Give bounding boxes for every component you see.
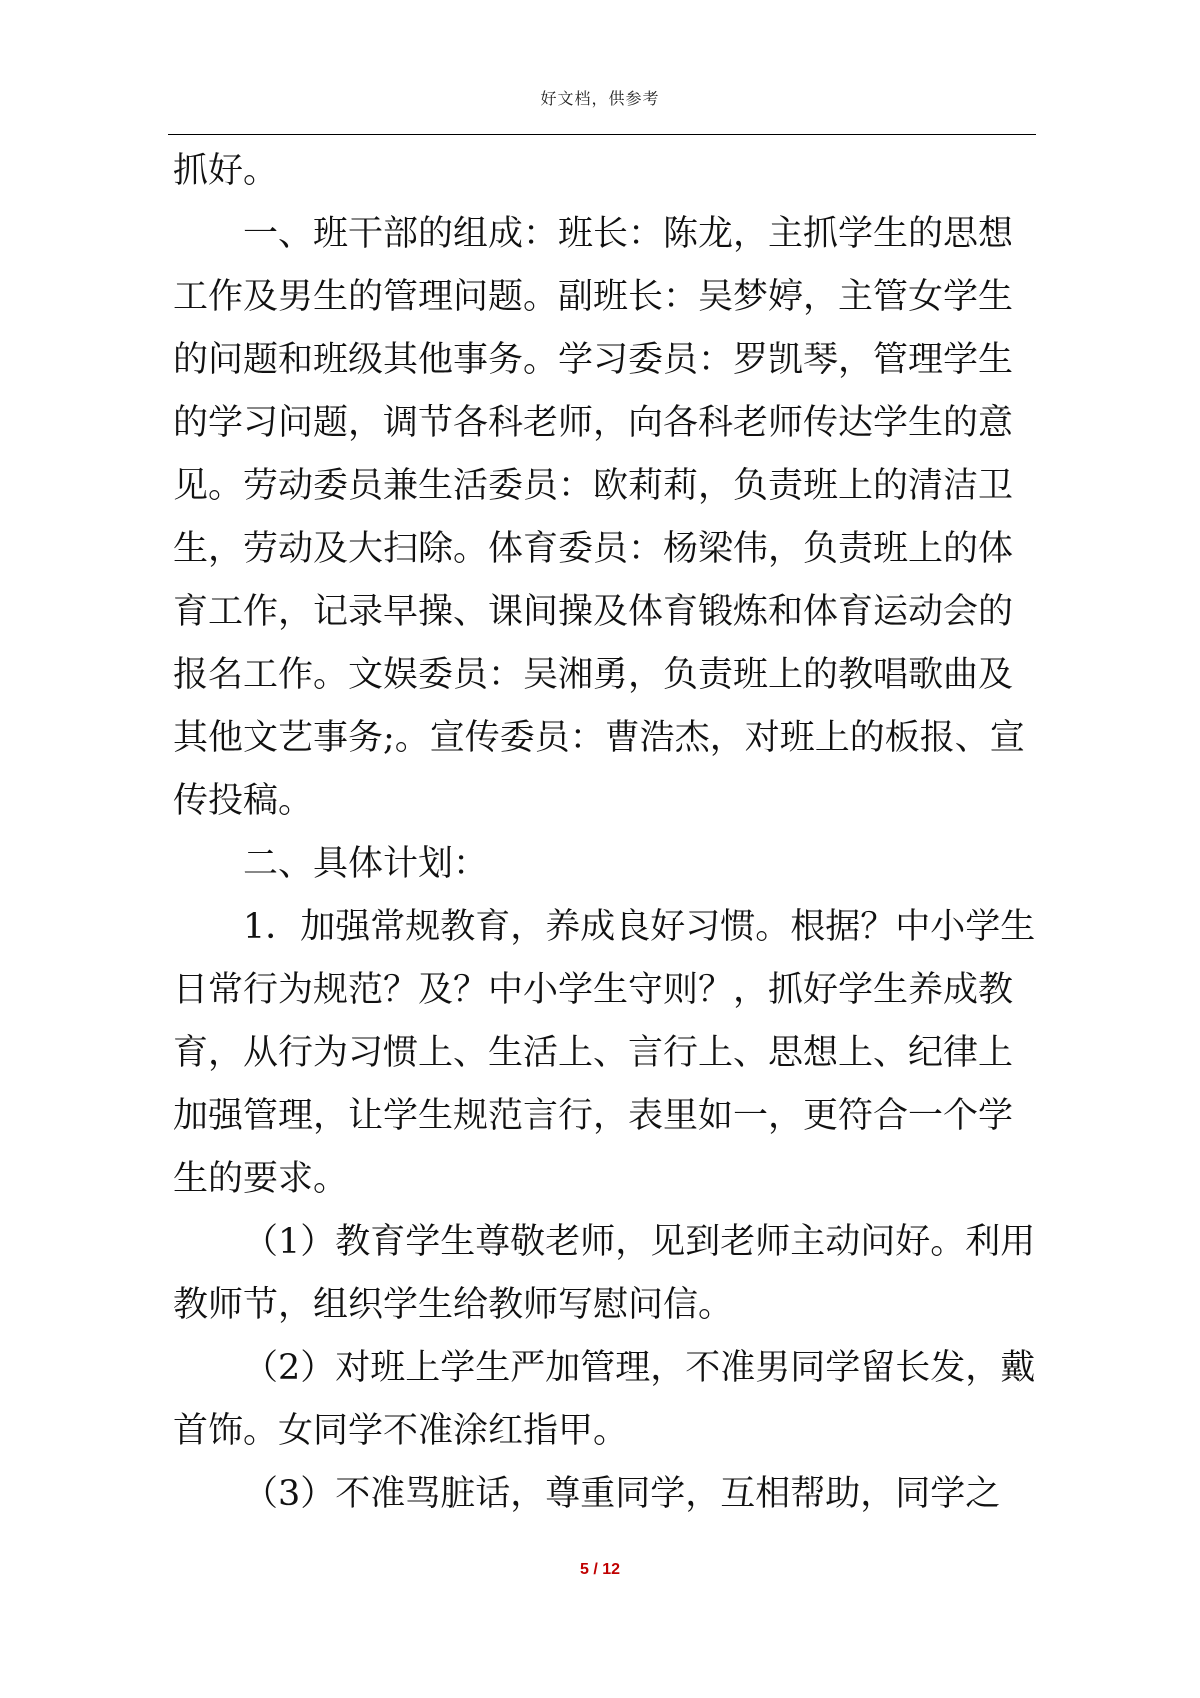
page-header: 好文档，供参考 — [540, 89, 660, 108]
document-body — [173, 140, 1041, 1526]
paragraph-continuation: 抓好。 — [173, 151, 279, 191]
paragraph-item-3: （3）不准骂脏话，尊重同学，互相帮助，同学之 — [243, 1474, 1001, 1514]
page-number: 5 / 12 — [579, 1561, 621, 1578]
paragraph-routine-education: 1．加强常规教育，养成良好习惯。根据？中小学生日常行为规范？及？中小学生守则？，抓好学生养成教育，从行为习惯上、生活上、言行上、思想上、纪律上加强管理，让学生规范言行，表里如一，更符合一个学生的要求。 — [173, 907, 1036, 1199]
paragraph-item-2: （2）对班上学生严加管理，不准男同学留长发，戴首饰。女同学不准涂红指甲。 — [173, 1348, 1036, 1451]
paragraph-item-1: （1）教育学生尊敬老师，见到老师主动问好。利用教师节，组织学生给教师写慰问信。 — [173, 1222, 1036, 1325]
header-divider — [168, 134, 1036, 135]
paragraph-plan-heading: 二、具体计划： — [243, 844, 489, 884]
paragraph-class-officers: 一、班干部的组成：班长：陈龙，主抓学生的思想工作及男生的管理问题。副班长：吴梦婷，主管女学生的问题和班级其他事务。学习委员：罗凯琴，管理学生的学习问题，调节各科老师，向各科老师传达学生的意见。劳动委员兼生活委员：欧莉莉，负责班上的清洁卫生，劳动及大扫除。体育委员：杨梁伟，负责班上的体育工作，记录早操、课间操及体育锻炼和体育运动会的报名工作。文娱委员：吴湘勇，负责班上的教唱歌曲及其他文艺事务;。宣传委员：曹浩杰，对班上的板报、宣传投稿。 — [173, 214, 1025, 821]
